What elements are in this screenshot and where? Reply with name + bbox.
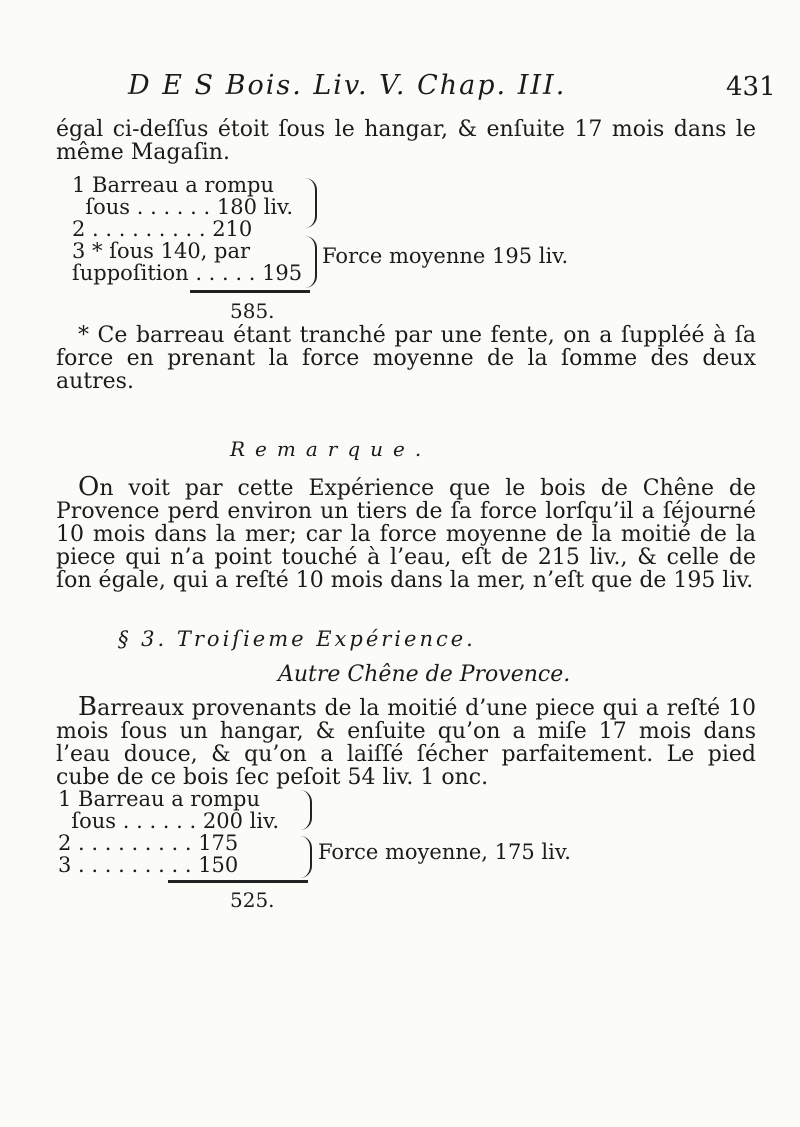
ledger-row: 2 . . . . . . . . . 175 xyxy=(58,831,239,855)
remarque-paragraph xyxy=(56,472,756,593)
force-moyenne-first: Force moyenne 195 liv. xyxy=(322,244,569,268)
ledger-total-third: 525. xyxy=(230,888,275,912)
brace-bottom xyxy=(305,236,317,288)
ledger-row: 1 Barreau a rompu xyxy=(58,787,260,811)
ledger-row: 3 . . . . . . . . . 150 xyxy=(58,853,239,877)
remarque-text: On voit par cette Expérience que le bois de Chêne de Provence perd environ un tiers de ſa force lorſqu’il a ſéjourné 10 mois dans la mer; car la force moyenne de la moitié de la piece qui n’a point touché à l’eau, eſt de 215 liv., & celle de ſon égale, qui a reſté 10 mois dans la mer, n’eſt que de 195 liv. xyxy=(56,472,756,593)
running-head xyxy=(128,70,628,101)
section-paragraph xyxy=(56,692,756,790)
running-head-title: Bois. Liv. V. Chap. III. xyxy=(225,70,567,101)
sum-rule xyxy=(168,880,308,883)
section-text: Barreaux provenants de la moitié d’une piece qui a reſté 10 mois ſous un hangar, & enſuite qu’on a miſe 17 mois dans l’eau douce, & qu’on a laiſſé ſécher parfaitement. Le pied cube de ce bois ſec peſoit 54 liv. 1 onc. xyxy=(56,692,756,790)
intro-paragraph xyxy=(56,118,756,164)
page-number: 431 xyxy=(726,72,776,102)
ledger-row: ſous . . . . . . 180 liv. xyxy=(72,195,294,219)
ledger-row: 3 * ſous 140, par xyxy=(72,239,251,263)
force-moyenne-third: Force moyenne, 175 liv. xyxy=(318,840,571,864)
remarque-heading: Remarque. xyxy=(230,437,432,461)
section-heading: § 3. Troiſieme Expérience. xyxy=(118,627,476,651)
sum-rule xyxy=(190,290,310,293)
section-subtitle: Autre Chêne de Provence. xyxy=(278,662,571,687)
brace-top xyxy=(300,790,312,830)
ledger-row: 1 Barreau a rompu xyxy=(72,173,274,197)
ledger-row: 2 . . . . . . . . . 210 xyxy=(72,217,253,241)
brace-bottom xyxy=(300,836,312,878)
intro-text: égal ci-deſſus étoit ſous le hangar, & enſuite 17 mois dans le même Magaſin. xyxy=(56,117,756,165)
ledger-first-experiment xyxy=(72,174,302,284)
running-head-prefix: D E S xyxy=(128,70,216,101)
footnote-text: * Ce barreau étant tranché par une fente, on a ſuppléé à ſa force en prenant la force moyenne de la ſomme des deux autres. xyxy=(56,323,756,394)
footnote xyxy=(56,324,756,393)
brace-top xyxy=(305,178,317,228)
ledger-third-experiment xyxy=(58,788,279,876)
ledger-total-first: 585. xyxy=(230,299,275,323)
ledger-row: ſous . . . . . . 200 liv. xyxy=(58,809,280,833)
ledger-row: ſuppoſition . . . . . 195 xyxy=(72,261,303,285)
